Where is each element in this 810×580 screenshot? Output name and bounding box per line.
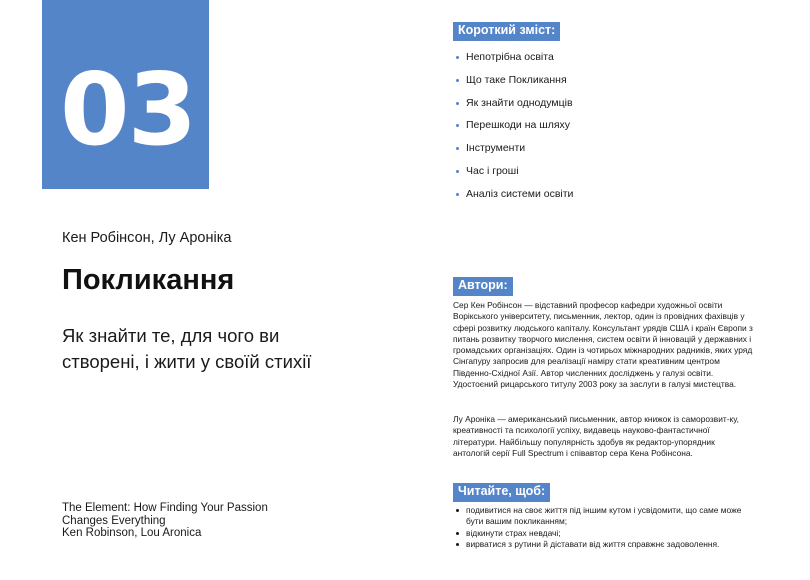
original-title-line2: Changes Everything <box>62 514 166 527</box>
book-subtitle: Як знайти те, для чого ви створені, і жити у своїй стихії <box>62 325 312 372</box>
bullet-icon <box>456 532 459 535</box>
author-bio-aronica: Лу Ароніка — американський письменник, автор книжок із саморозвит-ку, креативності та психології успіху, видавець науково-фантастичної літератури. Найбільшу популярність здобув як редактор-упорядник антологій серії Full Spectrum і співавтор сера Кена Робінсона. <box>453 414 739 458</box>
summary-item <box>456 97 573 120</box>
read-to-item <box>456 528 756 539</box>
summary-item <box>456 188 573 211</box>
bullet-icon <box>456 147 459 150</box>
summary-item <box>456 165 573 188</box>
read-to-list <box>456 505 756 550</box>
summary-item-label: Перешкоди на шляху <box>466 119 571 132</box>
read-to-item-label: подивитися на своє життя під іншим кутом і усвідомити, що саме може бути вашим покликанням; <box>466 505 742 527</box>
summary-item <box>456 51 573 74</box>
chapter-number-block <box>42 0 209 189</box>
read-to-item <box>456 505 756 528</box>
read-to-item-label: відкинути страх невдачі; <box>466 527 561 538</box>
bullet-icon <box>456 509 459 512</box>
original-title-line1: The Element: How Finding Your Passion <box>62 502 268 514</box>
summary-item-label: Що таке Покликання <box>466 73 567 86</box>
bullet-icon <box>456 193 459 196</box>
summary-item-label: Аналіз системи освіти <box>466 187 574 200</box>
original-edition <box>62 502 268 540</box>
summary-item-label: Як знайти однодумців <box>466 96 573 109</box>
bullet-icon <box>456 79 459 82</box>
bullet-icon <box>456 102 459 105</box>
bullet-icon <box>456 170 459 173</box>
summary-item <box>456 142 573 165</box>
summary-item <box>456 119 573 142</box>
summary-list <box>456 51 573 211</box>
author-bio-robinson: Сер Кен Робінсон — відставний професор кафедри художньої освіти Ворікського університету, письменник, лектор, один із провідних фахівців у сфері розвитку людського капіталу. Консультант урядів США і країн Європи з питань розвитку творчого мислення, систем освіти й інновацій у державних і громадських організаціях. Один із чотирьох міжнародних радників, яких уряд Сінгапуру запросив для реалізації наміру стати креативним центром Південно-Східної Азії. Автор численних досліджень у галузі освіти. Удостоєний рицарського титулу 2003 року за заслуги в галузі мистецтва. <box>453 300 753 390</box>
chapter-number: 03 <box>60 51 196 168</box>
bullet-icon <box>456 56 459 59</box>
read-to-item-label: вирватися з рутини й діставати від життя справжнє задоволення. <box>466 538 720 549</box>
summary-item-label: Час і гроші <box>466 164 519 177</box>
original-authors: Ken Robinson, Lou Aronica <box>62 527 202 539</box>
bullet-icon <box>456 124 459 127</box>
summary-item-label: Інструменти <box>466 142 526 155</box>
summary-item-label: Непотрібна освіта <box>466 51 554 63</box>
authors-line: Кен Робінсон, Лу Ароніка <box>62 230 232 246</box>
read-to-item <box>456 539 756 550</box>
summary-heading: Короткий зміст: <box>453 22 560 41</box>
bullet-icon <box>456 543 459 546</box>
summary-item <box>456 74 573 97</box>
authors-heading: Автори: <box>453 277 513 296</box>
read-to-heading: Читайте, щоб: <box>453 483 550 502</box>
book-title: Покликання <box>62 264 235 296</box>
